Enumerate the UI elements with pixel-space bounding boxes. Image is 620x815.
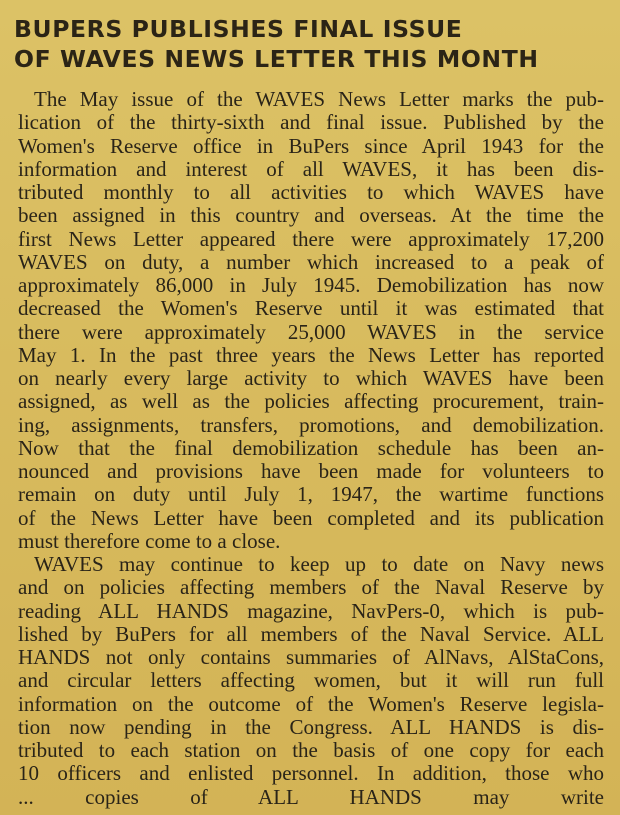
body-line: information on the outcome of the Women's Reserve legisla- [18,691,604,716]
body-line: 10 officers and enlisted personnel. In addition, those who [18,761,604,786]
headline-line-1: BUPERS PUBLISHES FINAL ISSUE [14,15,463,43]
body-line: there were approximately 25,000 WAVES in the service [18,319,604,344]
body-line: on nearly every large activity to which WAVES have been [18,366,604,390]
body-line: first News Letter appeared there were approximately 17,200 [18,226,604,251]
body-line: Women's Reserve office in BuPers since April 1943 for the [18,133,604,158]
body-line: of the News Letter have been completed and its publication [18,505,604,530]
body-line: tributed monthly to all activities to which WAVES have [18,180,604,204]
article-headline [14,14,539,74]
body-line: WAVES on duty, a number which increased to a peak of [18,249,604,274]
body-line: Now that the final demobilization schedule has been an- [18,435,604,460]
body-line: ing, assignments, transfers, promotions, and demobilization. [18,412,604,437]
body-line: tion now pending in the Congress. ALL HANDS is dis- [18,714,604,739]
body-line: and on policies affecting members of the Naval Reserve by [18,575,604,600]
body-line: remain on duty until July 1, 1947, the wartime functions [18,482,604,507]
body-line: HANDS not only contains summaries of AlNavs, AlStaCons, [18,645,604,669]
body-line: lication of the thirty-sixth and final issue. Published by the [18,110,604,135]
body-line: and circular letters affecting women, but it will run full [18,668,604,693]
body-line: approximately 86,000 in July 1945. Demobilization has now [18,273,604,297]
body-line: decreased the Women's Reserve until it was estimated that [18,296,604,321]
body-line: nounced and provisions have been made for volunteers to [18,459,604,483]
body-line: tributed to each station on the basis of one copy for each [18,738,604,762]
body-line: must therefore come to a close. [18,528,281,553]
body-line: reading ALL HANDS magazine, NavPers-0, which is pub- [18,598,604,623]
headline-line-2: OF WAVES NEWS LETTER THIS MONTH [14,45,539,73]
body-line: been assigned in this country and overseas. At the time the [18,203,604,228]
body-line: The May issue of the WAVES News Letter marks the pub- [34,87,604,111]
body-line: information and interest of all WAVES, it has been dis- [18,156,604,181]
body-line: ... copies of ALL HANDS may write [18,784,604,809]
body-line: WAVES may continue to keep up to date on Navy news [34,552,604,576]
article-body [18,88,604,809]
body-line: assigned, as well as the policies affecting procurement, train- [18,389,604,414]
body-line: lished by BuPers for all members of the Naval Service. ALL [18,621,604,646]
body-line: May 1. In the past three years the News Letter has reported [18,342,604,367]
